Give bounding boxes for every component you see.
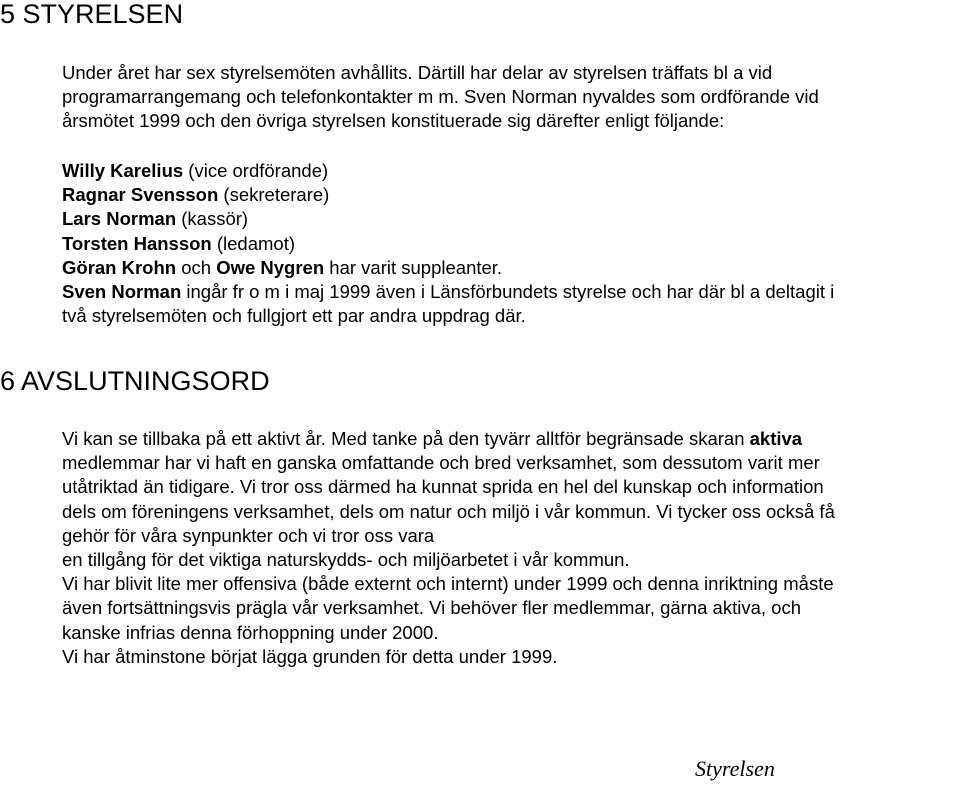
note-text: ingår fr o m i maj 1999 även i Länsförbundets styrelse och har där bl a deltagit i [181, 281, 835, 303]
substitute-name: Göran Krohn [62, 256, 177, 278]
signature: Styrelsen [695, 756, 775, 781]
closing-line: en tillgång för det viktiga naturskydds- och miljöarbetet i vår kommun. [62, 549, 630, 571]
board-member [62, 232, 834, 256]
note-name: Sven Norman [62, 281, 182, 303]
section-6-heading: 6 AVSLUTNINGSORD [0, 366, 270, 396]
substitutes-text: har varit suppleanter. [324, 256, 503, 278]
member-name: Lars Norman [62, 208, 177, 230]
board-member [62, 183, 834, 207]
member-role: (vice ordförande) [183, 160, 329, 181]
emphasis-word: aktiva [749, 428, 803, 449]
closing-line: medlemmar har vi haft en ganska omfattande och bred verksamhet, som dessutom varit mer [62, 452, 820, 474]
board-member [62, 159, 834, 183]
closing-line: utåtriktad än tidigare. Vi tror oss därmed ha kunnat sprida en hel del kunskap och information [62, 476, 824, 498]
board-member [62, 207, 834, 231]
note-line [62, 280, 834, 304]
closing-text: Vi kan se tillbaka på ett aktivt år. Med tanke på den tyvärr alltför begränsade skaran [62, 428, 750, 449]
member-role: (sekreterare) [218, 184, 330, 206]
member-role: (ledamot) [211, 232, 296, 254]
board-intro-paragraph [62, 61, 819, 134]
intro-line: årsmötet 1999 och den övriga styrelsen konstituerade sig därefter enligt följande: [62, 110, 725, 132]
member-name: Torsten Hansson [62, 232, 212, 254]
intro-line: programarrangemang och telefonkontakter m m. Sven Norman nyvaldes som ordförande vid [62, 86, 819, 108]
closing-line: kanske infrias denna förhoppning under 2000. [62, 621, 439, 643]
closing-line: även fortsättningsvis prägla vår verksamhet. Vi behöver fler medlemmar, gärna aktiva, och [62, 597, 801, 619]
closing-paragraph [62, 427, 835, 669]
member-role: (kassör) [176, 208, 249, 230]
closing-line [62, 427, 835, 451]
section-5-heading: 5 STYRELSEN [0, 0, 184, 29]
member-name: Willy Karelius [62, 160, 184, 181]
substitutes-line [62, 256, 834, 280]
intro-line: Under året har sex styrelsemöten avhållits. Därtill har delar av styrelsen träffats bl a vid [62, 62, 773, 83]
substitute-name: Owe Nygren [216, 256, 325, 278]
member-name: Ragnar Svensson [62, 184, 219, 206]
closing-line: dels om föreningens verksamhet, dels om natur och miljö i vår kommun. Vi tycker oss också få [62, 500, 835, 522]
joiner-text: och [176, 256, 217, 278]
note-line: två styrelsemöten och fullgjort ett par andra uppdrag där. [62, 305, 526, 327]
closing-line: gehör för våra synpunkter och vi tror oss vara [62, 524, 435, 546]
closing-line: Vi har åtminstone börjat lägga grunden för detta under 1999. [62, 645, 558, 667]
closing-line: Vi har blivit lite mer offensiva (både externt och internt) under 1999 och denna inriktning måste [62, 573, 834, 595]
board-member-list [62, 159, 834, 328]
